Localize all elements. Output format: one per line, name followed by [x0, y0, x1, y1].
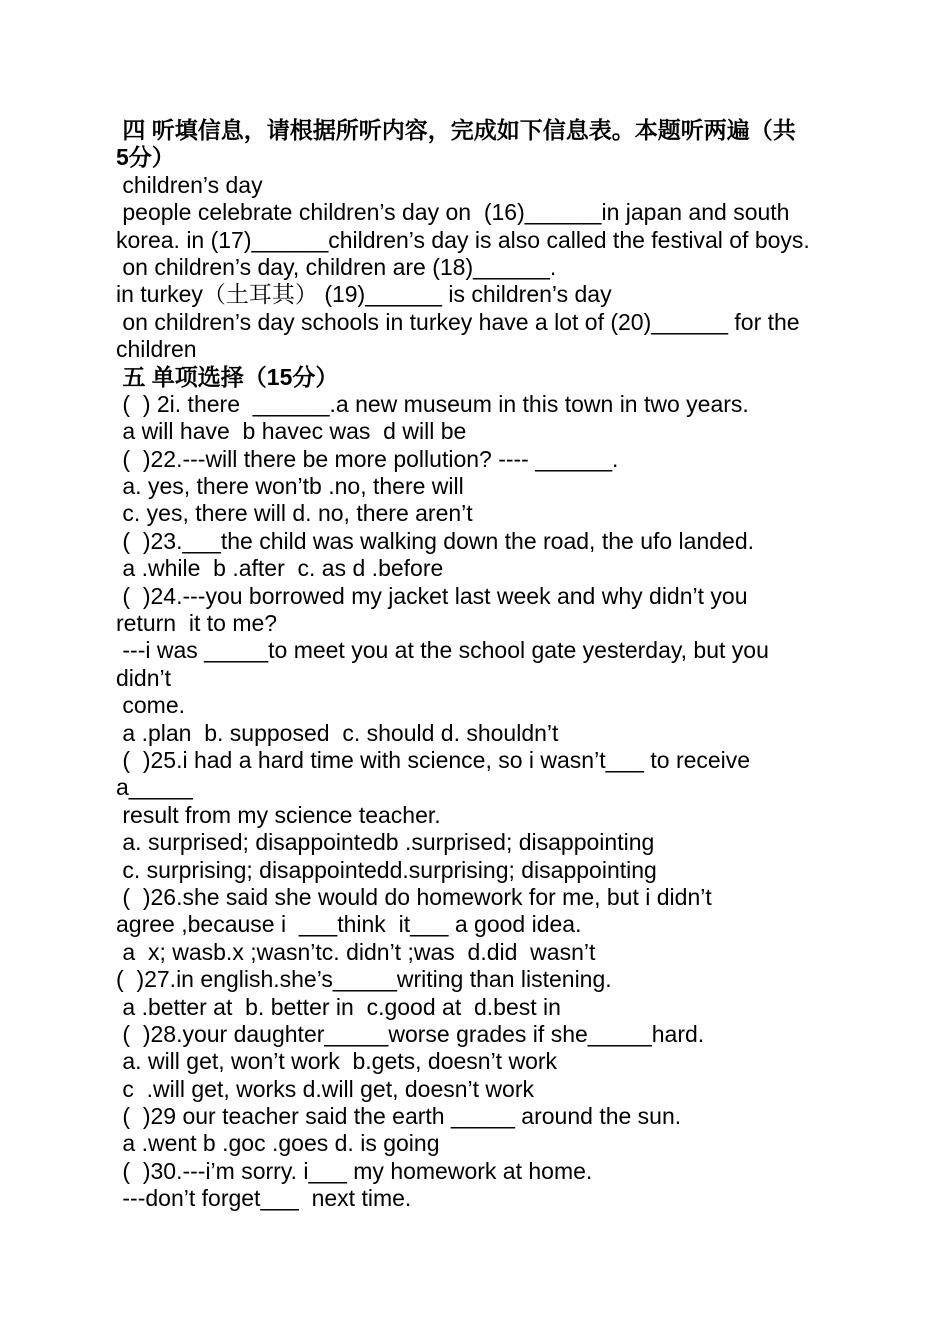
section-4-heading-line-2: 5分）	[116, 144, 175, 171]
text-line: ( )26.she said she would do homework for me, but i didn’t	[116, 883, 712, 910]
text-line: a .better at b. better in c.good at d.best in	[116, 993, 561, 1020]
section-4-heading-line-1: 四 听填信息，请根据所听内容，完成如下信息表。本题听两遍（共	[116, 117, 796, 143]
text-line: ( )24.---you borrowed my jacket last week and why didn’t you	[116, 582, 748, 609]
text-line: a .plan b. supposed c. should d. shouldn’t	[116, 719, 559, 746]
section-5-body	[116, 391, 836, 1213]
text-line: didn’t	[116, 664, 171, 691]
text-line: a .went b .goc .goes d. is going	[116, 1130, 440, 1157]
text-line: ( )30.---i’m sorry. i___ my homework at home.	[116, 1157, 593, 1184]
text-line: a x; wasb.x ;wasn’tc. didn’t ;was d.did wasn’t	[116, 938, 596, 965]
text-line: ( )25.i had a hard time with science, so i wasn’t___ to receive	[116, 746, 751, 773]
text-line: ( ) 2i. there ______.a new museum in this town in two years.	[116, 390, 749, 417]
text-line: people celebrate children’s day on (16)______in japan and south	[116, 199, 790, 226]
section-5-heading: 五 单项选择（15分）	[116, 363, 339, 390]
text-line: come.	[116, 692, 186, 719]
text-line: result from my science teacher.	[116, 801, 441, 828]
text-line: ---don’t forget___ next time.	[116, 1185, 412, 1212]
text-line: children	[116, 336, 197, 363]
text-line: c. surprising; disappointedd.surprising; disappointing	[116, 856, 657, 883]
text-line: on children’s day schools in turkey have a lot of (20)______ for the	[116, 308, 800, 335]
text-line: a will have b havec was d will be	[116, 418, 467, 445]
text-line: in turkey（土耳其） (19)______ is children’s day	[116, 281, 612, 308]
section-4-body	[116, 172, 836, 364]
text-line: ( )23.___the child was walking down the road, the ufo landed.	[116, 527, 755, 554]
text-line: agree ,because i ___think it___ a good idea.	[116, 911, 582, 938]
text-line: a_____	[116, 774, 193, 801]
text-line: a. yes, there won’tb .no, there will	[116, 473, 464, 500]
text-line: ---i was _____to meet you at the school gate yesterday, but you	[116, 637, 769, 664]
text-line: ( )22.---will there be more pollution? ---- ______.	[116, 445, 619, 472]
text-line: on children’s day, children are (18)______.	[116, 253, 557, 280]
text-line: c .will get, works d.will get, doesn’t work	[116, 1075, 534, 1102]
document-page	[116, 117, 836, 1213]
text-line: c. yes, there will d. no, there aren’t	[116, 500, 473, 527]
text-line: korea. in (17)______children’s day is also called the festival of boys.	[116, 226, 810, 253]
text-line: a. will get, won’t work b.gets, doesn’t work	[116, 1048, 558, 1075]
text-line: a .while b .after c. as d .before	[116, 555, 444, 582]
text-line: ( )29 our teacher said the earth _____ around the sun.	[116, 1103, 682, 1130]
text-line: children’s day	[116, 171, 263, 198]
text-line: return it to me?	[116, 610, 278, 637]
text-line: ( )27.in english.she’s_____writing than listening.	[116, 966, 612, 993]
text-line: ( )28.your daughter_____worse grades if she_____hard.	[116, 1020, 705, 1047]
text-line: a. surprised; disappointedb .surprised; disappointing	[116, 829, 655, 856]
